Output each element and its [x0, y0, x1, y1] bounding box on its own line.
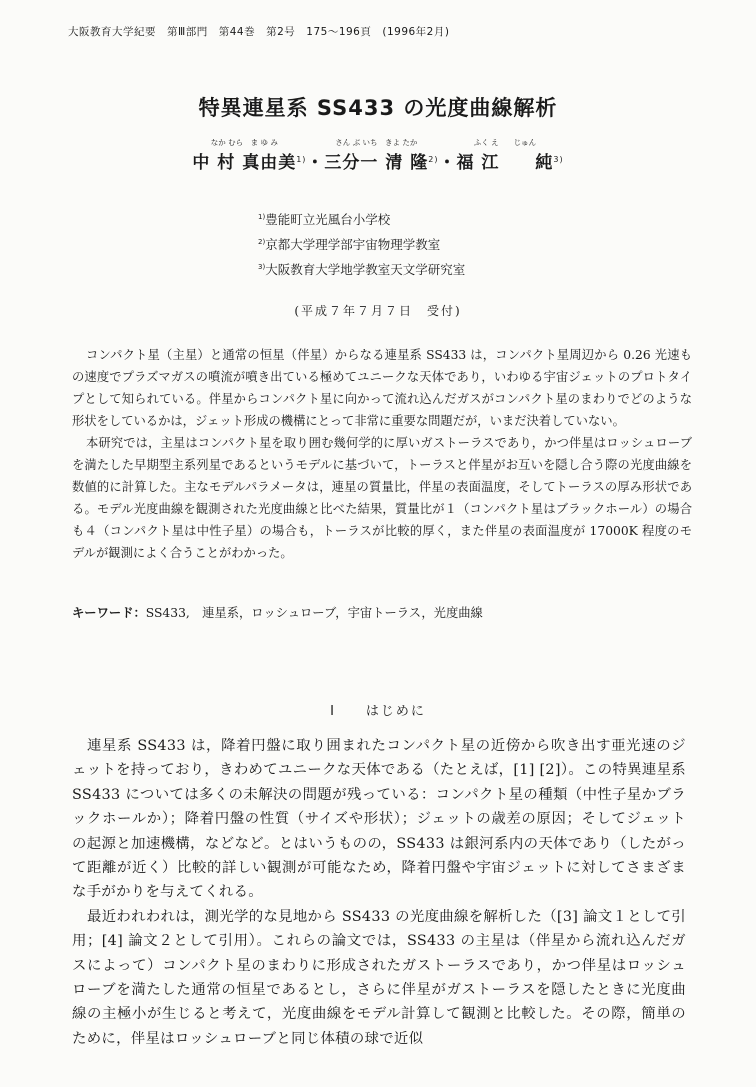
paper-title: 特異連星系 SS433 の光度曲線解析	[198, 96, 558, 120]
received-date: (平成７年７月７日 受付)	[294, 304, 462, 318]
author-3	[456, 138, 554, 173]
author-3-name: 福 江 純	[456, 153, 554, 173]
author-1-name: 中 村 真由美	[192, 153, 297, 173]
body-text	[72, 734, 686, 1051]
abstract	[72, 344, 692, 564]
author-1-affil-mark: 1)	[296, 155, 307, 164]
body-paragraph: 連星系 SS433 は，降着円盤に取り囲まれたコンパクト星の近傍から吹き出す亜光速のジェットを持っており，きわめてユニークな天体である（たとえば，[1] [2]）。この特異連星系 SS433 については多くの未解決の問題が残っている：コンパクト星の種類（中性子星かブラックホールか）；降着円盤の性質（サイズや形状）；ジェットの歳差の原因；そしてジェットの起源と加速機構，などなど。とはいうものの，SS433 は銀河系内の天体であり（したがって距離が近く）比較的詳しい観測が可能なため，降着円盤や宇宙ジェットに対してさまざまな手がかりを与えてくれる。	[72, 738, 686, 901]
body-paragraph: 最近われわれは，測光学的な見地から SS433 の光度曲線を解析した（[3] 論文１として引用；[4] 論文２として引用）。これらの論文では，SS433 の主星は（伴星から流れ込んだガスによって）コンパクト星のまわりに形成されたガストーラスであり，かつ伴星はロッシュローブを満たした通常の恒星であるとし，さらに伴星がガストーラスを隠したときに光度曲線の主極小が生じると考えて，光度曲線をモデル計算して観測と比較した。その際，簡単のために，伴星はロッシュローブと同じ体積の球で近似	[72, 908, 686, 1047]
affiliation-mark: 1)	[258, 213, 266, 221]
author-2	[324, 138, 429, 173]
author-1-reading: なか むら ま ゆ み	[210, 138, 278, 147]
keywords-list: SS433, 連星系，ロッシュローブ，宇宙トーラス，光度曲線	[145, 606, 483, 620]
affiliation-mark: 2)	[258, 238, 266, 246]
affiliation-text: 京都大学理学部宇宙物理学教室	[265, 237, 441, 252]
abstract-paragraph: コンパクト星（主星）と通常の恒星（伴星）からなる連星系 SS433 は，コンパクト星周辺から 0.26 光速もの速度でプラズマガスの噴流が噴き出ている極めてユニークな天体であり，いわゆる宇宙ジェットのプロトタイプとして知られている。伴星からコンパクト星に向かって流れ込んだガスがコンパクト星のまわりでどのような形状をしているかは，ジェット形成の機構にとって非常に重要な問題だが，いまだ決着していない。	[72, 348, 692, 428]
affiliation-item	[258, 255, 465, 280]
affiliation-mark: 3)	[258, 263, 266, 271]
author-1	[192, 138, 297, 173]
keywords	[72, 603, 483, 621]
author-separator: ・	[306, 153, 325, 173]
affiliation-item	[258, 205, 465, 230]
keywords-label: キーワード：	[72, 605, 146, 620]
author-separator: ・	[438, 153, 457, 173]
author-2-name: 三分一 清 隆	[324, 153, 429, 173]
affiliation-item	[258, 230, 465, 255]
author-3-reading: ふく え じゅん	[473, 138, 537, 147]
affiliation-list	[258, 205, 465, 280]
author-2-reading: さん ぶ いち きよ たか	[335, 138, 418, 147]
author-2-affil-mark: 2)	[428, 155, 439, 164]
author-3-affil-mark: 3)	[553, 155, 564, 164]
affiliation-text: 豊能町立光風台小学校	[265, 212, 391, 227]
section-heading: I はじめに	[330, 704, 426, 719]
abstract-paragraph: 本研究では，主星はコンパクト星を取り囲む幾何学的に厚いガストーラスであり，かつ伴星はロッシュローブを満たした早期型主系列星であるというモデルに基づいて，トーラスと伴星がお互いを隠し合う際の光度曲線を数値的に計算した。主なモデルパラメータは，連星の質量比，伴星の表面温度，そしてトーラスの厚み形状である。モデル光度曲線を観測された光度曲線と比べた結果，質量比が１（コンパクト星はブラックホール）の場合も４（コンパクト星は中性子星）の場合も，トーラスが比較的厚く，また伴星の表面温度が 17000K 程度のモデルが観測によく合うことがわかった。	[72, 436, 692, 560]
affiliation-text: 大阪教育大学地学教室天文学研究室	[265, 262, 466, 277]
author-list	[0, 138, 756, 173]
journal-header: 大阪教育大学紀要 第Ⅲ部門 第44巻 第2号 175〜196頁 (1996年2月)	[68, 26, 450, 38]
